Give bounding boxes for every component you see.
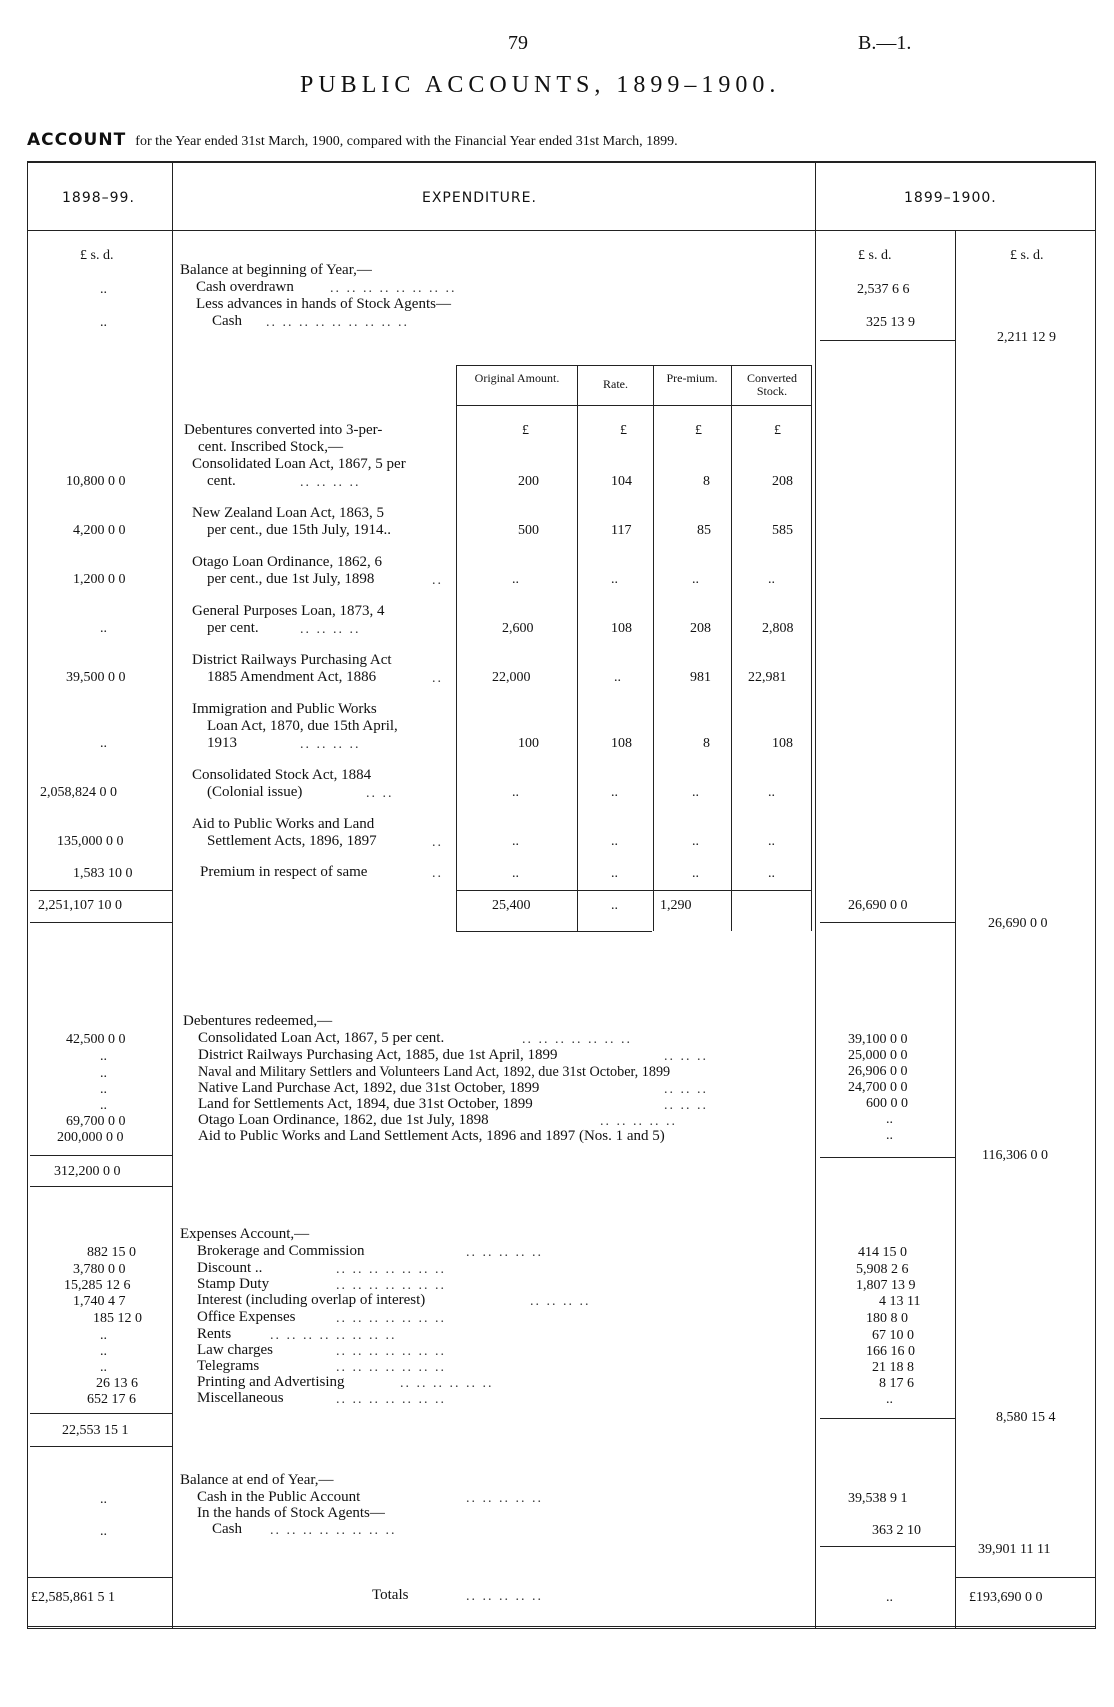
- cash-public-label: Cash in the Public Account: [197, 1489, 361, 1505]
- conversion-total-left: 2,251,107 10 0: [38, 898, 122, 913]
- redeemed-mid: 26,906 0 0: [848, 1064, 908, 1079]
- dot-leader: ..: [432, 835, 443, 850]
- header-expenditure: EXPENDITURE.: [422, 190, 537, 206]
- conv-left: ..: [100, 736, 107, 751]
- account-rest: for the Year ended 31st March, 1900, compared with the Financial Year ended 31st March, 1899.: [135, 134, 678, 149]
- balance-begin-title: Balance at beginning of Year,—: [180, 262, 372, 278]
- sub-currency-4: £: [774, 423, 781, 438]
- expense-mid: 1,807 13 9: [856, 1278, 916, 1293]
- expense-mid: ..: [886, 1392, 893, 1407]
- dot-leader: .. .. ..: [664, 1082, 708, 1097]
- frame-bottom: [27, 1626, 1095, 1629]
- conv-orig: 22,000: [492, 670, 531, 685]
- subhdr-rate: Rate.: [603, 377, 628, 391]
- header-1900: 1899–1900.: [904, 190, 997, 206]
- account-heading: [27, 130, 678, 150]
- conv-orig: ..: [512, 785, 519, 800]
- dot-leader: ..: [432, 671, 443, 686]
- subtable-div1: [577, 365, 578, 931]
- conv-prem: ..: [692, 572, 699, 587]
- conv-orig: ..: [512, 834, 519, 849]
- conv-conv: 208: [772, 474, 793, 489]
- conv-row-label: per cent., due 1st July, 1898: [207, 571, 375, 587]
- conv-conv: 585: [772, 523, 793, 538]
- conv-conv: 22,981: [748, 670, 787, 685]
- account-word: ACCOUNT: [27, 130, 127, 150]
- subtable-left: [456, 365, 457, 931]
- totals-mid: ..: [886, 1590, 893, 1605]
- expense-mid: 21 18 8: [872, 1360, 914, 1375]
- conv-rate: ..: [611, 866, 618, 881]
- dot-leader: .. .. .. .. .. .. .. ..: [270, 1523, 397, 1538]
- sub-currency-1: £: [522, 423, 529, 438]
- conv-rate: ..: [611, 834, 618, 849]
- redeemed-title: Debentures redeemed,—: [183, 1013, 333, 1029]
- conv-row-label: 1913: [207, 735, 237, 751]
- expense-label: Stamp Duty: [197, 1276, 270, 1292]
- expense-left: 882 15 0: [87, 1245, 136, 1260]
- balance-begin-left1: ..: [100, 282, 107, 297]
- rule: [820, 340, 955, 341]
- subhdr-premium: Pre-mium.: [666, 371, 718, 385]
- currency-left: £ s. d.: [80, 248, 114, 263]
- rule: [30, 1446, 172, 1447]
- frame-top: [27, 161, 1095, 163]
- subtable-div3: [731, 365, 732, 931]
- page-number: 79: [508, 32, 528, 54]
- conversion-total-orig: 25,400: [492, 898, 531, 913]
- dot-leader: .. .. .. .. .. .. ..: [336, 1360, 446, 1375]
- rule: [820, 1546, 955, 1547]
- dot-leader: .. .. .. ..: [300, 475, 361, 490]
- col-divider-left: [172, 161, 173, 1629]
- redeemed-mid: 25,000 0 0: [848, 1048, 908, 1063]
- conv-left: 39,500 0 0: [66, 670, 126, 685]
- expense-left: ..: [100, 1360, 107, 1375]
- currency-right: £ s. d.: [1010, 248, 1044, 263]
- conv-row-label: 1885 Amendment Act, 1886: [207, 669, 377, 685]
- rule: [30, 1186, 172, 1187]
- dot-leader: .. .. .. .. .. .. ..: [336, 1344, 446, 1359]
- redeemed-label: Naval and Military Settlers and Volunteers Land Act, 1892, due 31st October, 1899: [198, 1064, 671, 1080]
- conv-left: 10,800 0 0: [66, 474, 126, 489]
- dot-leader: .. .. .. .. ..: [466, 1589, 543, 1604]
- conv-row-label: Consolidated Stock Act, 1884: [192, 767, 372, 783]
- expense-left: 185 12 0: [93, 1311, 142, 1326]
- dot-leader: .. .. .. .. .. ..: [400, 1376, 494, 1391]
- redeemed-total-left: 312,200 0 0: [54, 1164, 121, 1179]
- redeemed-label: Consolidated Loan Act, 1867, 5 per cent.: [198, 1030, 445, 1046]
- conv-conv: ..: [768, 834, 775, 849]
- dot-leader: .. .. .. .. .. .. .. ..: [270, 1328, 397, 1343]
- dot-leader: .. .. .. .. .. .. ..: [336, 1392, 446, 1407]
- expense-mid: 414 15 0: [858, 1245, 907, 1260]
- dot-leader: .. ..: [366, 786, 394, 801]
- conv-row-label: Loan Act, 1870, due 15th April,: [207, 718, 398, 734]
- conv-left: 1,200 0 0: [73, 572, 126, 587]
- conv-left: ..: [100, 621, 107, 636]
- expense-label: Brokerage and Commission: [197, 1243, 365, 1259]
- conv-conv: ..: [768, 572, 775, 587]
- dot-leader: ..: [432, 573, 443, 588]
- dot-leader: .. .. .. .. .. .. ..: [336, 1278, 446, 1293]
- conv-orig: 100: [518, 736, 539, 751]
- conv-rate: ..: [611, 785, 618, 800]
- header-1898: 1898–99.: [62, 190, 135, 206]
- cash-overdrawn-label: Cash overdrawn: [196, 279, 294, 295]
- conv-orig: 200: [518, 474, 539, 489]
- conversion-right: 26,690 0 0: [988, 916, 1048, 931]
- conv-prem: 8: [703, 736, 710, 751]
- dot-leader: .. .. .. ..: [530, 1294, 591, 1309]
- conv-conv: 2,808: [762, 621, 794, 636]
- rule: [30, 1413, 172, 1414]
- conv-rate: 104: [611, 474, 632, 489]
- expense-left: 3,780 0 0: [73, 1262, 126, 1277]
- dot-leader: .. .. .. .. .. .. ..: [336, 1262, 446, 1277]
- rule: [27, 1577, 172, 1578]
- conv-prem: ..: [692, 785, 699, 800]
- redeemed-mid: 24,700 0 0: [848, 1080, 908, 1095]
- expense-mid: 67 10 0: [872, 1328, 914, 1343]
- balance-end-mid2: 363 2 10: [872, 1523, 921, 1538]
- expense-left: 15,285 12 6: [64, 1278, 131, 1293]
- currency-mid: £ s. d.: [858, 248, 892, 263]
- conv-left: 2,058,824 0 0: [40, 785, 117, 800]
- balance-begin-mid1: 2,537 6 6: [857, 282, 910, 297]
- conv-prem: 85: [697, 523, 711, 538]
- expense-left: 652 17 6: [87, 1392, 136, 1407]
- expense-label: Office Expenses: [197, 1309, 296, 1325]
- expense-label: Telegrams: [197, 1358, 260, 1374]
- conv-left: 135,000 0 0: [57, 834, 124, 849]
- expenses-total-left: 22,553 15 1: [62, 1423, 129, 1438]
- rule: [30, 890, 172, 891]
- redeemed-left: ..: [100, 1082, 107, 1097]
- redeemed-label: District Railways Purchasing Act, 1885, due 1st April, 1899: [198, 1047, 558, 1063]
- header-bottom: [27, 230, 1095, 231]
- expense-label: Rents: [197, 1326, 232, 1342]
- expense-label: Printing and Advertising: [197, 1374, 345, 1390]
- conv-rate: 108: [611, 621, 632, 636]
- redeemed-left: ..: [100, 1066, 107, 1081]
- conv-row-label: (Colonial issue): [207, 784, 303, 800]
- dot-leader: .. .. .. .. .. .. ..: [336, 1311, 446, 1326]
- page-title: PUBLIC ACCOUNTS, 1899–1900.: [300, 72, 781, 98]
- conv-prem: 8: [703, 474, 710, 489]
- col-divider-right: [815, 161, 816, 1629]
- totals-left: £2,585,861 5 1: [31, 1590, 115, 1605]
- expense-mid: 5,908 2 6: [856, 1262, 909, 1277]
- expense-label: Interest (including overlap of interest): [197, 1292, 426, 1308]
- page-ref: B.—1.: [858, 32, 912, 54]
- subtable-header-bottom: [456, 405, 811, 406]
- expense-label: Discount ..: [197, 1260, 263, 1276]
- conv-conv: ..: [768, 866, 775, 881]
- dot-leader: .. .. .. ..: [300, 737, 361, 752]
- expenses-title: Expenses Account,—: [180, 1226, 310, 1242]
- conv-orig: 500: [518, 523, 539, 538]
- sub-currency-3: £: [695, 423, 702, 438]
- conv-row-label: Consolidated Loan Act, 1867, 5 per: [192, 456, 406, 472]
- conv-row-label: General Purposes Loan, 1873, 4: [192, 603, 385, 619]
- conv-left: 4,200 0 0: [73, 523, 126, 538]
- expense-mid: 180 8 0: [866, 1311, 908, 1326]
- subtable-right: [811, 365, 812, 931]
- subtable-bottom: [456, 931, 652, 932]
- conv-rate: ..: [611, 572, 618, 587]
- dot-leader: .. .. .. .. ..: [466, 1491, 543, 1506]
- rule: [820, 922, 955, 923]
- conv-row-label: per cent., due 15th July, 1914..: [207, 522, 391, 538]
- expense-left: ..: [100, 1344, 107, 1359]
- subhdr-original: Original Amount.: [474, 371, 560, 385]
- expense-mid: 4 13 11: [879, 1294, 921, 1309]
- subhdr-converted: Converted Stock.: [747, 371, 797, 398]
- redeemed-label: Native Land Purchase Act, 1892, due 31st October, 1899: [198, 1080, 540, 1096]
- expense-mid: 8 17 6: [879, 1376, 914, 1391]
- conversion-total-prem: 1,290: [660, 898, 692, 913]
- cash-label: Cash: [212, 313, 242, 329]
- stock-agents-label: In the hands of Stock Agents—: [197, 1505, 385, 1521]
- conv-prem: 208: [690, 621, 711, 636]
- dot-leader: .. .. .. .. .. .. .. .. ..: [266, 315, 409, 330]
- conv-row-label: District Railways Purchasing Act: [192, 652, 392, 668]
- conv-row-label: cent.: [207, 473, 236, 489]
- subtable-top: [456, 365, 811, 366]
- col-divider-mid: [955, 230, 956, 1629]
- conversion-total-rate: ..: [611, 898, 618, 913]
- frame-right: [1095, 161, 1096, 1629]
- rule: [30, 1155, 172, 1156]
- dot-leader: .. .. ..: [664, 1049, 708, 1064]
- conv-orig: 2,600: [502, 621, 534, 636]
- conv-orig: ..: [512, 572, 519, 587]
- redeemed-left: 69,700 0 0: [66, 1114, 126, 1129]
- conv-rate: 108: [611, 736, 632, 751]
- rule: [955, 1577, 1095, 1578]
- expenses-right: 8,580 15 4: [996, 1410, 1056, 1425]
- conv-prem: ..: [692, 866, 699, 881]
- dot-leader: .. .. .. .. .. .. ..: [522, 1032, 632, 1047]
- balance-end-mid1: 39,538 9 1: [848, 1491, 908, 1506]
- frame-left: [27, 161, 28, 1629]
- expense-left: ..: [100, 1328, 107, 1343]
- redeemed-right: 116,306 0 0: [982, 1148, 1048, 1163]
- conv-rate: 117: [611, 523, 632, 538]
- balance-begin-mid2: 325 13 9: [866, 315, 915, 330]
- dot-leader: .. .. .. .. .. .. .. ..: [330, 281, 457, 296]
- expense-mid: 166 16 0: [866, 1344, 915, 1359]
- conv-left: 1,583 10 0: [73, 866, 133, 881]
- conv-prem: 981: [690, 670, 711, 685]
- less-advances-label: Less advances in hands of Stock Agents—: [196, 296, 451, 312]
- dot-leader: .. .. .. .. ..: [600, 1114, 677, 1129]
- expense-label: Miscellaneous: [197, 1390, 284, 1406]
- redeemed-left: 42,500 0 0: [66, 1032, 126, 1047]
- conv-rate: ..: [614, 670, 621, 685]
- dot-leader: ..: [432, 866, 443, 881]
- redeemed-left: ..: [100, 1049, 107, 1064]
- redeemed-mid: 39,100 0 0: [848, 1032, 908, 1047]
- conv-conv: 108: [772, 736, 793, 751]
- conv-row-label: Aid to Public Works and Land: [192, 816, 375, 832]
- dot-leader: .. .. ..: [664, 1098, 708, 1113]
- conv-conv: ..: [768, 785, 775, 800]
- redeemed-label: Land for Settlements Act, 1894, due 31st October, 1899: [198, 1096, 533, 1112]
- totals-label: Totals: [372, 1587, 409, 1603]
- rule: [456, 890, 811, 891]
- redeemed-label: Otago Loan Ordinance, 1862, due 1st July, 1898: [198, 1112, 489, 1128]
- conv-row-label: New Zealand Loan Act, 1863, 5: [192, 505, 385, 521]
- conv-prem: ..: [692, 834, 699, 849]
- balance-end-left1: ..: [100, 1492, 107, 1507]
- conv-orig: ..: [512, 866, 519, 881]
- conversion-title-l1: Debentures converted into 3-per-: [184, 422, 383, 438]
- totals-right: £193,690 0 0: [969, 1590, 1043, 1605]
- dot-leader: .. .. .. .. ..: [466, 1245, 543, 1260]
- conv-row-label: Settlement Acts, 1896, 1897: [207, 833, 377, 849]
- sub-currency-2: £: [620, 423, 627, 438]
- redeemed-mid: 600 0 0: [866, 1096, 908, 1111]
- expense-left: 26 13 6: [96, 1376, 138, 1391]
- balance-end-right: 39,901 11 11: [978, 1542, 1051, 1557]
- rule: [820, 1418, 955, 1419]
- redeemed-left: ..: [100, 1098, 107, 1113]
- conv-row-label: per cent.: [207, 620, 259, 636]
- conv-row-label: Immigration and Public Works: [192, 701, 377, 717]
- balance-end-left2: ..: [100, 1524, 107, 1539]
- expense-label: Law charges: [197, 1342, 273, 1358]
- subtable-div2: [653, 365, 654, 931]
- expense-left: 1,740 4 7: [73, 1294, 126, 1309]
- redeemed-mid: ..: [886, 1112, 893, 1127]
- conv-row-label: Otago Loan Ordinance, 1862, 6: [192, 554, 382, 570]
- cash-end-label: Cash: [212, 1521, 242, 1537]
- conversion-title-l2: cent. Inscribed Stock,—: [198, 439, 343, 455]
- redeemed-label: Aid to Public Works and Land Settlement Acts, 1896 and 1897 (Nos. 1 and 5): [198, 1128, 665, 1144]
- redeemed-left: 200,000 0 0: [57, 1130, 124, 1145]
- rule: [30, 922, 172, 923]
- balance-begin-left2: ..: [100, 315, 107, 330]
- conv-row-label: Premium in respect of same: [200, 864, 368, 880]
- conversion-mid: 26,690 0 0: [848, 898, 908, 913]
- redeemed-mid: ..: [886, 1128, 893, 1143]
- rule: [820, 1157, 955, 1158]
- balance-end-title: Balance at end of Year,—: [180, 1472, 334, 1488]
- dot-leader: .. .. .. ..: [300, 622, 361, 637]
- balance-begin-right: 2,211 12 9: [997, 330, 1056, 345]
